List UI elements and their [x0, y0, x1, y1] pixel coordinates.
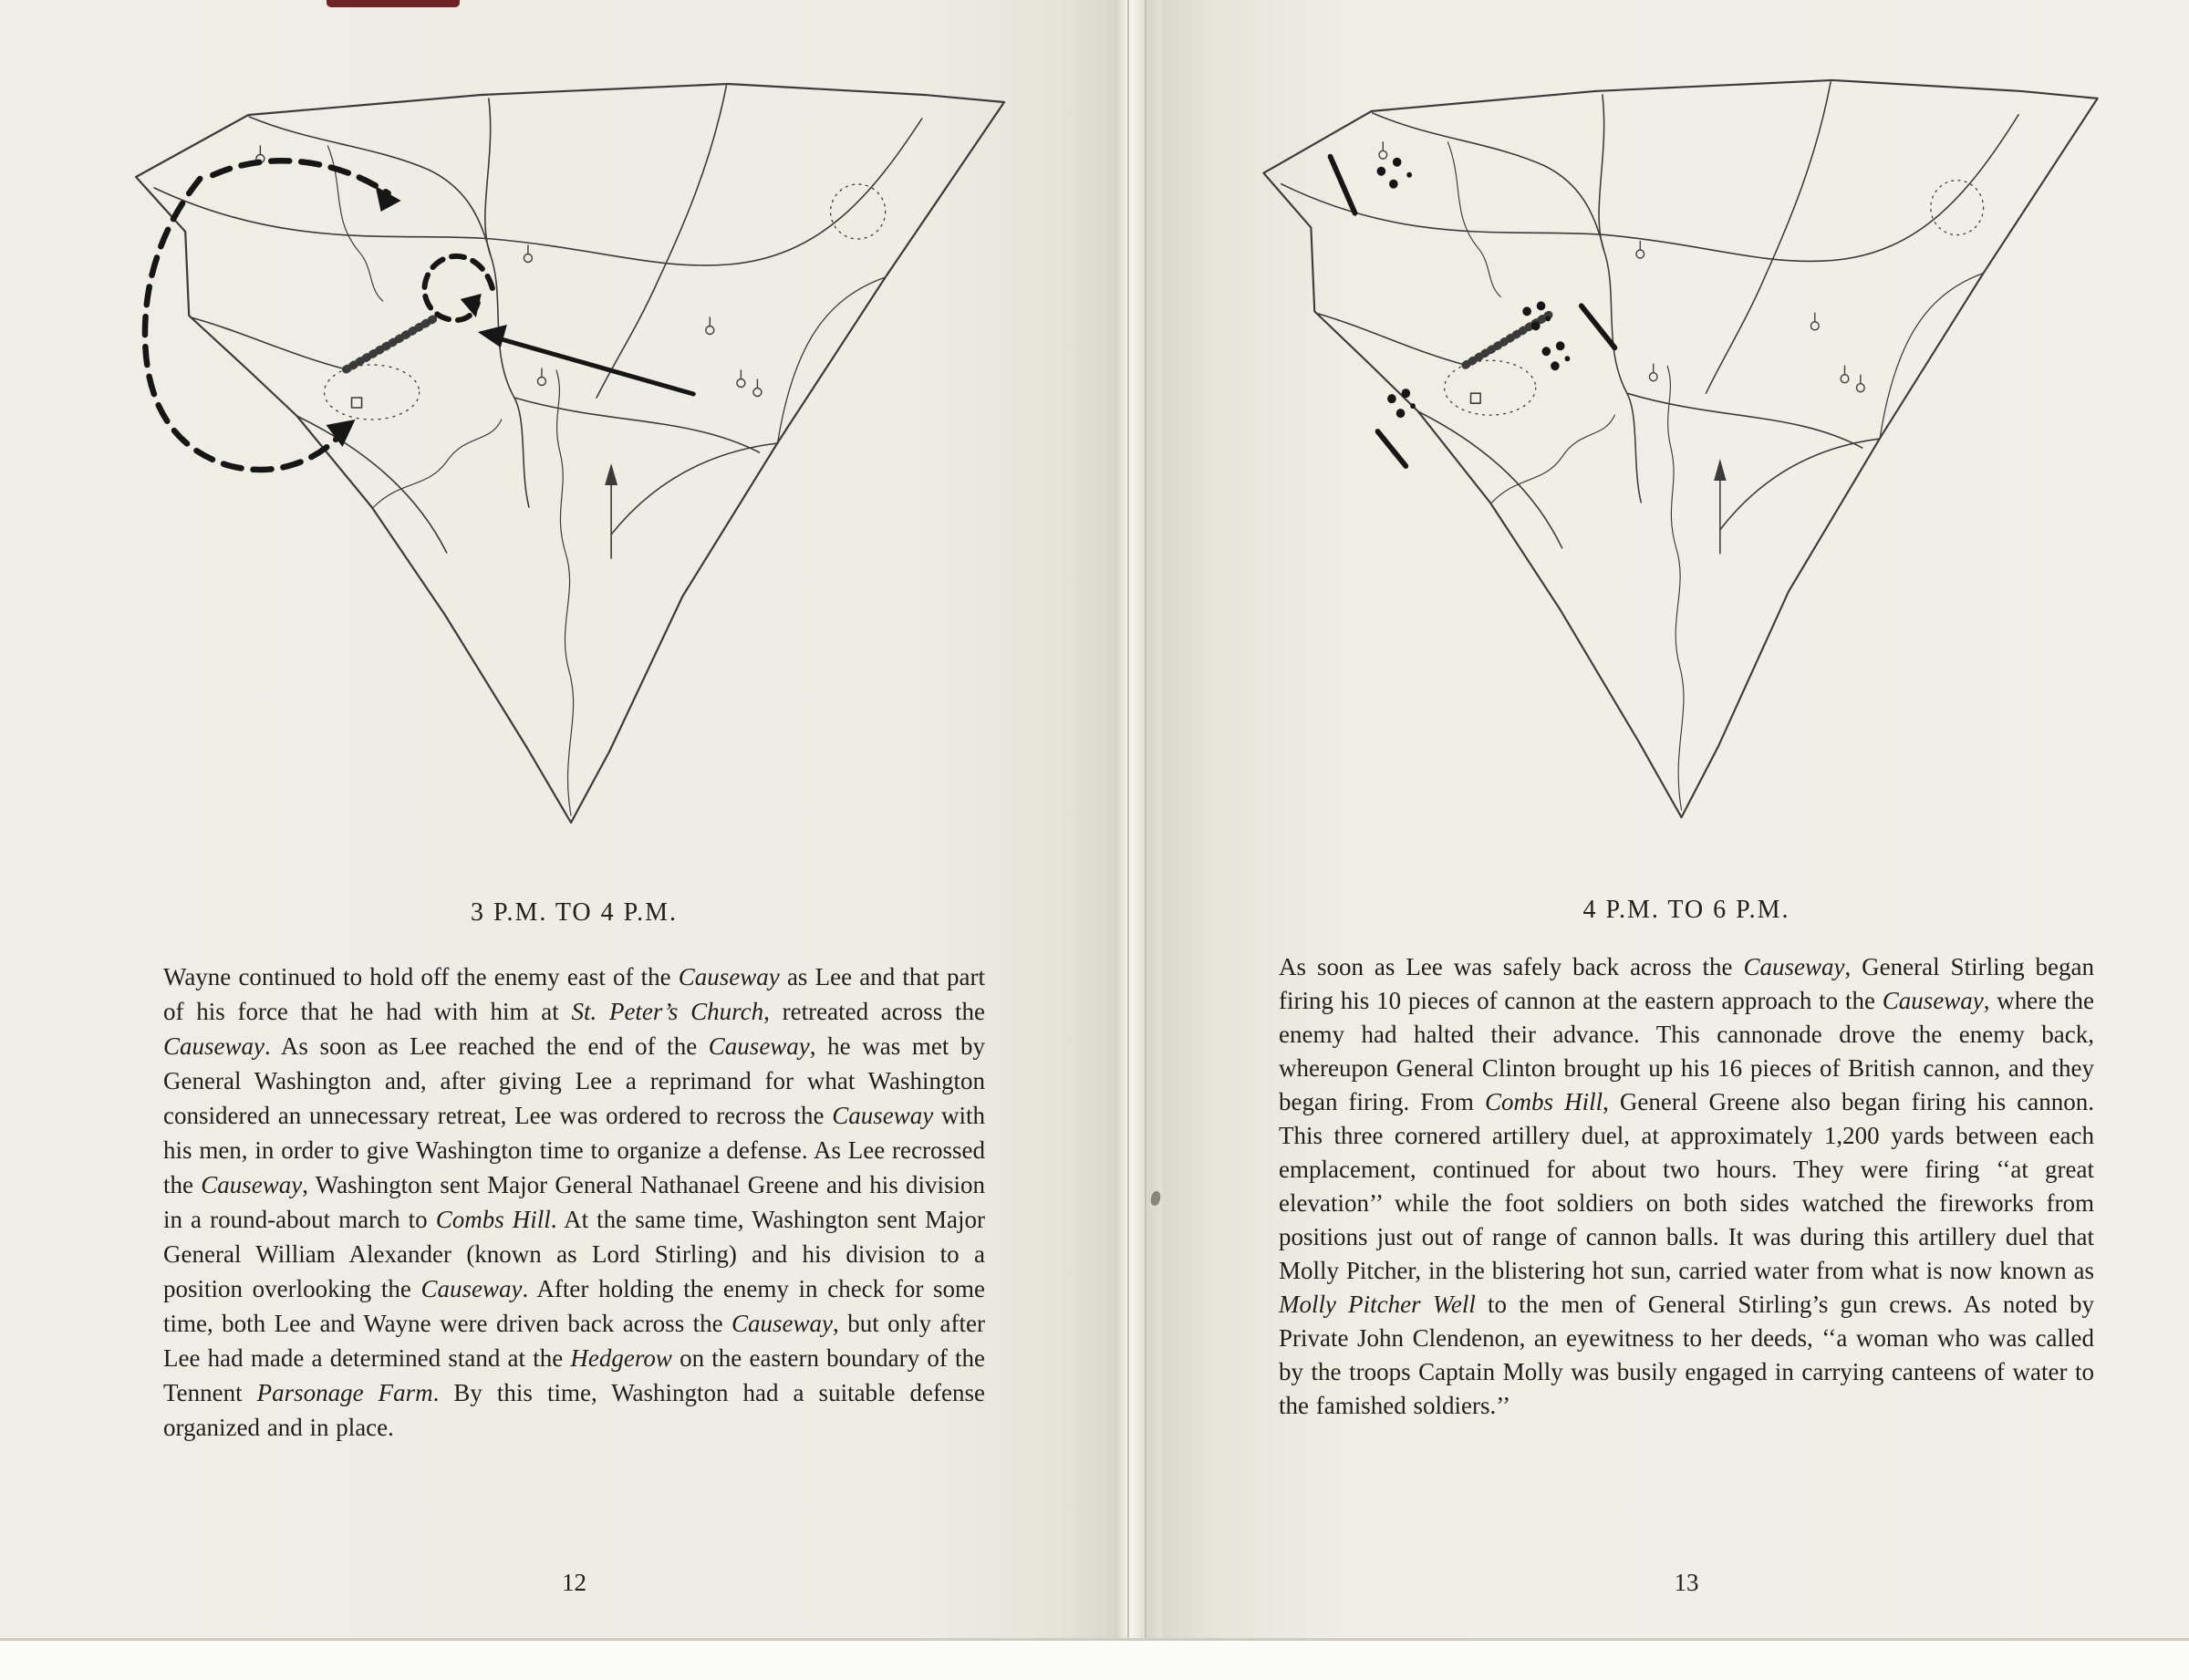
left-map-caption: 3 P.M. TO 4 P.M. — [470, 898, 679, 927]
left-page-number: 12 — [562, 1569, 586, 1596]
artillery-symbols — [1331, 157, 1615, 466]
solid-attack-arrow — [489, 336, 693, 394]
battery-line — [1331, 157, 1355, 213]
left-page-paragraph: Wayne continued to hold off the enemy east of the Causeway as Lee and that part of his force that he had with him at St. Peter’s Church, retreated across the Causeway. As soon as Lee reached the end of the Causeway, he was met by General Washington and, after giving Lee a reprimand for what Washington considered an unnecessary retreat, Lee was ordered to recross the Causeway with his men, in order to give Washington time to organize a defense. As Lee recrossed the Causeway, Washington sent Major General Nathanael Greene and his division in a round-about march to Combs Hill. At the same time, Washington sent Major General William Alexander (known as Lord Stirling) and his division to a position overlooking the Causeway. After holding the enemy in check for some time, both Lee and Wayne were driven back across the Causeway, but only after Lee had made a determined stand at the Hedgerow on the eastern boundary of the Tennent Parsonage Farm. By this time, Washington had a suitable defense organized and in place. — [163, 963, 986, 1441]
troop-movement-arrows — [145, 161, 693, 470]
battery-line — [1582, 306, 1615, 347]
battle-map-3pm-svg — [98, 58, 1021, 879]
arrowhead — [478, 325, 507, 347]
dashed-curl-arrow — [424, 256, 492, 320]
gutter-crease-line — [1127, 0, 1129, 1642]
battle-map-4pm-svg — [1227, 55, 2113, 874]
battle-map-3pm — [98, 58, 1021, 879]
battery-line — [1378, 431, 1406, 466]
cover-edge-mark — [327, 0, 460, 7]
right-page-number: 13 — [1674, 1569, 1699, 1596]
right-page-paragraph: As soon as Lee was safely back across the Causeway, General Stirling began firing his 10 pieces of cannon at the eastern approach to the Causeway, where the enemy had halted their advance. This cannonade drove the enemy back, whereupon General Clinton brought up his 16 pieces of British cannon, and they began firing. From Combs Hill, General Greene also began firing his cannon. This three cornered artillery duel, at approximately 1,200 yards between each emplacement, continued for about two hours. They were firing ‘‘at great elevation’’ while the foot soldiers on both sides watched the fireworks from positions just out of range of cannon balls. It was during this artillery duel that Molly Pitcher, in the blistering hot sun, carried water from what is now known as Molly Pitcher Well to the men of General Stirling’s gun crews. As noted by Private John Clendenon, an eyewitness to her deeds, ‘‘a woman who was called by the troops Captain Molly was busily engaged in carrying canteens of water to the famished soldiers.’’ — [1279, 953, 2095, 1419]
dashed-advance-arrow — [213, 161, 388, 193]
battery-dot-cluster — [1377, 158, 1571, 418]
scan-bottom-edge — [0, 1638, 2189, 1680]
binding-gutter — [1115, 0, 1162, 1642]
battle-map-4pm — [1227, 55, 2113, 874]
right-map-caption: 4 P.M. TO 6 P.M. — [1582, 896, 1790, 924]
gutter-crease-line — [1145, 0, 1146, 1642]
